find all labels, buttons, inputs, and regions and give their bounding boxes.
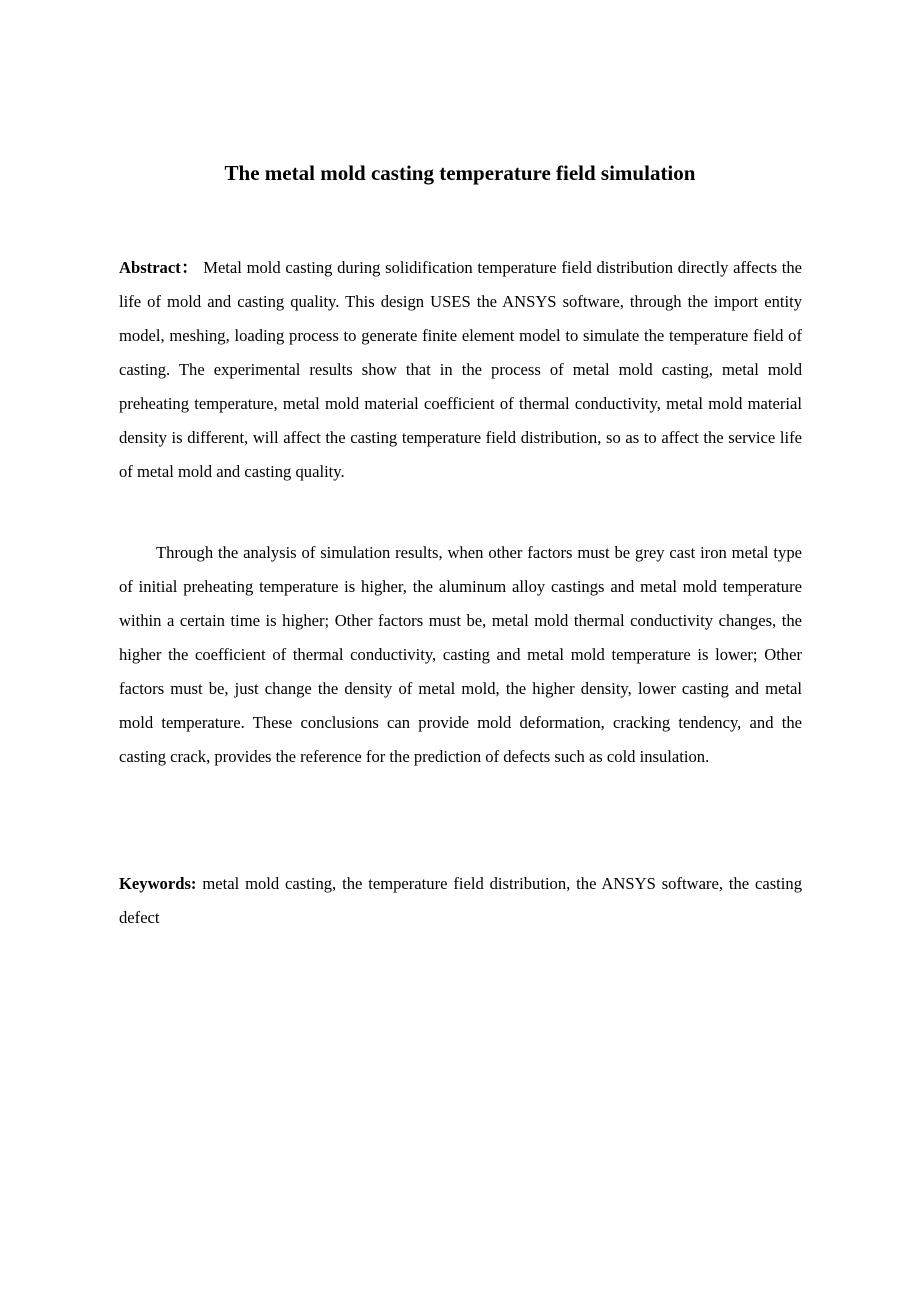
document-title: The metal mold casting temperature field simulation: [224, 161, 696, 185]
keywords-text: metal mold casting, the temperature field distribution, the ANSYS software, the casting defect: [119, 874, 803, 927]
abstract-paragraph: [119, 251, 802, 489]
abstract-label: Abstract：: [119, 258, 199, 277]
keywords-paragraph: [119, 867, 802, 935]
abstract-text: Metal mold casting during solidification temperature field distribution directly affects the life of mold and casting quality. This design USES the ANSYS software, through the import entity model, meshing, loading process to generate finite element model to simulate the temperature field of casting. The experimental results show that in the process of metal mold casting, metal mold preheating temperature, metal mold material coefficient of thermal conductivity, metal mold material density is different, will affect the casting temperature field distribution, so as to affect the service life of metal mold and casting quality.: [119, 258, 803, 481]
keywords-label: Keywords:: [119, 874, 197, 893]
abstract-paragraph-2: Through the analysis of simulation results, when other factors must be grey cast iron metal type of initial preheating temperature is higher, the aluminum alloy castings and metal mold temperature within a certain time is higher; Other factors must be, metal mold thermal conductivity changes, the higher the coefficient of thermal conductivity, casting and metal mold temperature is lower; Other factors must be, just change the density of metal mold, the higher density, lower casting and metal mold temperature. These conclusions can provide mold deformation, cracking tendency, and the casting crack, provides the reference for the prediction of defects such as cold insulation.: [119, 543, 802, 766]
